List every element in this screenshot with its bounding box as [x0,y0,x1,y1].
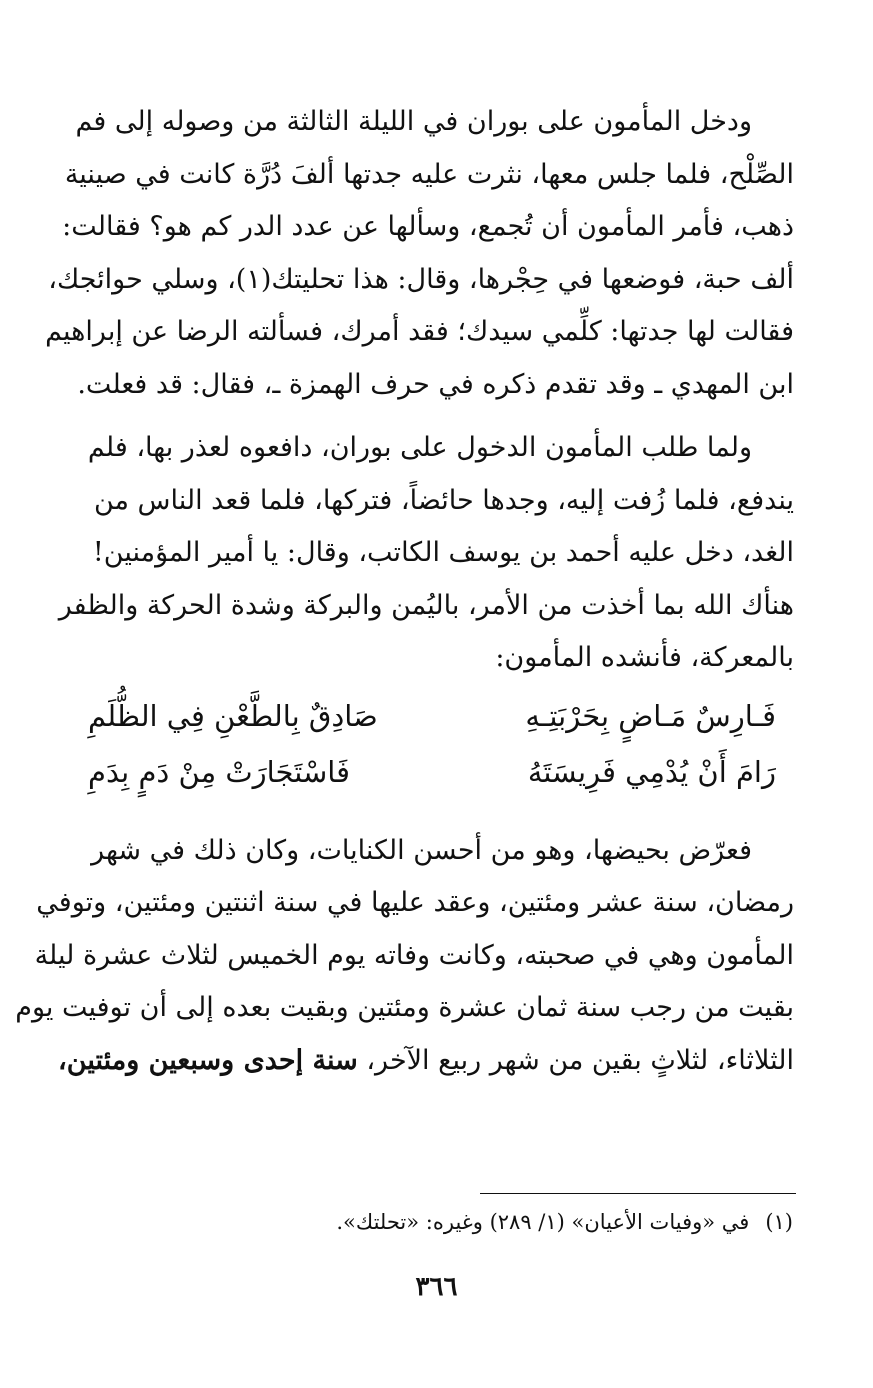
poem [78,699,794,825]
paragraph-1 [45,96,794,411]
text-line: بالمعركة، فأنشده المأمون: [495,642,794,673]
poem-verse-1-first-hemistich: فَـارِسٌ مَـاضٍ بِحَرْبَتِـهِ [525,698,776,733]
text-line: ولما طلب المأمون الدخول على بوران، دافعوه لعذر بها، فلم [87,432,752,463]
poem-verse-2-first-hemistich: رَامَ أَنْ يُدْمِي فَرِيسَتَهُ [527,754,776,789]
text-line: فعرّض بحيضها، وهو من أحسن الكنايات، وكان ذلك في شهر [91,834,752,866]
text-line: يندفع، فلما زُفت إليه، وجدها حائضاً، فتركها، فلما قعد الناس من [93,484,794,516]
text-line-regular: الثلاثاء، لثلاثٍ بقين من شهر ربيع الآخر، [357,1044,794,1076]
text-line: الصِّلْح، فلما جلس معها، نثرت عليه جدتها ألفَ دُرَّة كانت في صينية [64,158,794,190]
text-line: ذهب، فأمر المأمون أن تُجمع، وسألها عن عدد الدر كم هو؟ فقالت: [62,211,794,242]
text-line: ألف حبة، فوضعها في حِجْرها، وقال: هذا تحليتك(١)، وسلي حوائجك، [48,263,794,295]
footnote [336,1210,793,1234]
footnote-text: في «وفيات الأعيان» (١/ ٢٨٩) وغيره: «تحلتك». [336,1210,750,1234]
text-line: بقيت من رجب سنة ثمان عشرة ومئتين وبقيت بعده إلى أن توفيت يوم [15,992,794,1023]
text-line: المأمون وهي في صحبته، وكانت وفاته يوم الخميس لثلاث عشرة ليلة [34,939,794,971]
text-line: ودخل المأمون على بوران في الليلة الثالثة من وصوله إلى فم [75,106,752,137]
poem-verse-2-second-hemistich: فَاسْتَجَارَتْ مِنْ دَمٍ بِدَمِ [88,754,350,789]
text-line: رمضان، سنة عشر ومئتين، وعقد عليها في سنة اثنتين ومئتين، وتوفي [36,887,794,918]
text-line: ابن المهدي ـ وقد تقدم ذكره في حرف الهمزة ـ، فقال: قد فعلت. [77,368,794,400]
page-number: ٣٦٦ [415,1272,458,1302]
text-line [58,1035,794,1088]
text-line-bold: سنة إحدى وسبعين ومئتين، [58,1044,358,1076]
paragraph-3 [15,825,794,1088]
footnote-number: (١) [765,1210,793,1234]
text-line: هنأك الله بما أخذت من الأمر، باليُمن والبركة وشدة الحركة والظفر [58,589,794,621]
text-line: الغد، دخل عليه أحمد بن يوسف الكاتب، وقال: يا أمير المؤمنين! [92,537,794,568]
footnote-divider [480,1193,796,1194]
main-text [15,96,794,1087]
text-line: فقالت لها جدتها: كلِّمي سيدك؛ فقد أمرك، فسألته الرضا عن إبراهيم [45,316,794,347]
poem-verse-1-second-hemistich: صَادِقٌ بِالطَّعْنِ فِي الظُّلَمِ [88,698,378,733]
paragraph-2 [58,422,794,685]
